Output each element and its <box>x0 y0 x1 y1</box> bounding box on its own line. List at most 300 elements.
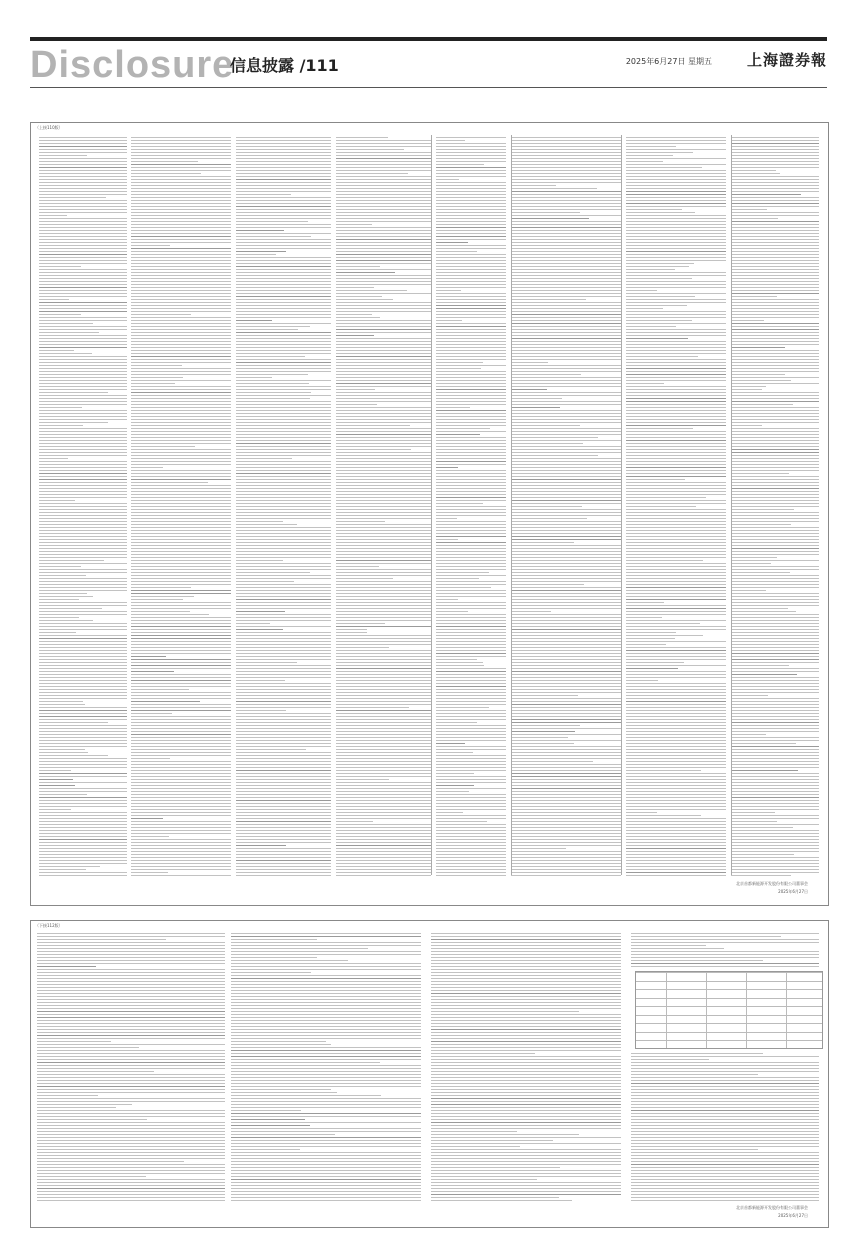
text-line <box>39 620 93 621</box>
text-line <box>436 536 506 537</box>
text-line <box>511 188 597 189</box>
text-line <box>511 467 621 468</box>
text-line <box>231 1077 421 1078</box>
text-line <box>511 251 621 252</box>
text-line <box>436 251 477 252</box>
text-line <box>37 1119 147 1120</box>
text-line <box>39 422 108 423</box>
text-line <box>236 326 310 327</box>
text-line <box>626 542 726 543</box>
text-line <box>436 425 506 426</box>
text-line <box>511 701 621 702</box>
text-line <box>511 596 621 597</box>
text-line <box>236 866 331 867</box>
text-line <box>431 945 621 946</box>
text-line <box>511 440 621 441</box>
text-line <box>511 809 621 810</box>
text-line <box>39 851 127 852</box>
text-line <box>131 203 231 204</box>
text-line <box>731 632 819 633</box>
text-line <box>436 194 506 195</box>
text-line <box>626 818 726 819</box>
text-line <box>231 933 421 934</box>
text-line <box>236 140 331 141</box>
text-line <box>336 641 431 642</box>
text-line <box>236 395 331 396</box>
text-line <box>39 650 127 651</box>
text-line <box>131 386 231 387</box>
text-line <box>39 809 71 810</box>
text-line <box>131 245 170 246</box>
text-line <box>37 1062 225 1063</box>
text-line <box>511 806 621 807</box>
text-line <box>236 635 331 636</box>
text-line <box>131 596 194 597</box>
text-line <box>336 800 431 801</box>
text-line <box>236 524 297 525</box>
text-line <box>631 1179 819 1180</box>
text-line <box>131 218 231 219</box>
text-line <box>131 854 231 855</box>
text-line <box>631 1194 819 1195</box>
text-line <box>626 146 676 147</box>
text-line <box>731 872 819 873</box>
text-line <box>731 656 819 657</box>
text-line <box>236 686 331 687</box>
text-line <box>436 344 506 345</box>
text-line <box>431 960 621 961</box>
text-line <box>731 683 819 684</box>
text-line <box>626 458 726 459</box>
text-line <box>511 623 621 624</box>
text-line <box>731 731 819 732</box>
text-line <box>236 215 331 216</box>
text-line <box>336 449 411 450</box>
text-line <box>236 203 331 204</box>
text-line <box>731 491 819 492</box>
text-line <box>131 728 231 729</box>
text-line <box>731 479 819 480</box>
text-line <box>236 698 331 699</box>
text-line <box>131 869 231 870</box>
text-line <box>731 614 819 615</box>
text-line <box>626 503 726 504</box>
text-line <box>626 617 662 618</box>
text-line <box>431 963 621 964</box>
text-line <box>336 275 431 276</box>
text-line <box>231 1095 381 1096</box>
text-line <box>236 350 331 351</box>
text-line <box>231 990 421 991</box>
text-line <box>431 1005 621 1006</box>
text-line <box>731 722 819 723</box>
text-line <box>336 695 431 696</box>
text-line <box>431 1035 621 1036</box>
text-line <box>436 821 487 822</box>
text-line <box>511 518 587 519</box>
text-line <box>731 653 819 654</box>
text-line <box>626 626 726 627</box>
text-line <box>511 413 621 414</box>
text-line <box>436 230 506 231</box>
text-line <box>511 383 621 384</box>
text-line <box>131 221 231 222</box>
text-line <box>131 404 231 405</box>
continued-label: （上接110版） <box>35 125 63 130</box>
text-line <box>436 440 506 441</box>
text-line <box>231 936 421 937</box>
text-line <box>626 644 666 645</box>
text-line <box>37 1089 225 1090</box>
text-line <box>336 869 431 870</box>
text-line <box>236 869 331 870</box>
text-line <box>39 383 127 384</box>
text-line <box>511 341 621 342</box>
text-line <box>231 1068 421 1069</box>
text-line <box>626 230 726 231</box>
text-line <box>431 1179 537 1180</box>
text-line <box>336 203 431 204</box>
text-line <box>131 425 231 426</box>
text-line <box>39 689 127 690</box>
text-line <box>511 500 621 501</box>
text-line <box>626 620 726 621</box>
text-line <box>731 275 819 276</box>
text-line <box>731 419 819 420</box>
text-line <box>511 602 621 603</box>
text-line <box>131 422 231 423</box>
text-line <box>131 581 231 582</box>
text-line <box>626 344 726 345</box>
text-line <box>39 839 127 840</box>
text-line <box>731 590 766 591</box>
text-line <box>131 512 231 513</box>
text-line <box>131 863 231 864</box>
text-line <box>236 305 331 306</box>
text-line <box>731 185 819 186</box>
text-line <box>731 701 819 702</box>
text-line <box>236 701 331 702</box>
text-line <box>236 458 292 459</box>
text-line <box>236 338 331 339</box>
text-line <box>436 215 506 216</box>
text-line <box>37 1131 225 1132</box>
text-line <box>731 287 819 288</box>
text-line <box>436 818 506 819</box>
text-line <box>131 809 231 810</box>
text-line <box>39 554 127 555</box>
text-line <box>431 987 621 988</box>
text-line <box>336 803 431 804</box>
text-line <box>731 674 797 675</box>
text-line <box>431 975 621 976</box>
text-line <box>511 566 621 567</box>
text-line <box>436 503 483 504</box>
text-line <box>436 383 506 384</box>
text-line <box>731 818 819 819</box>
text-line <box>631 948 724 949</box>
text-line <box>231 1032 421 1033</box>
text-line <box>131 671 174 672</box>
text-line <box>626 746 726 747</box>
text-line <box>37 1185 225 1186</box>
text-line <box>236 710 286 711</box>
text-line <box>511 485 621 486</box>
text-line <box>39 656 127 657</box>
text-line <box>37 948 225 949</box>
text-line <box>631 1134 819 1135</box>
text-line <box>631 1095 819 1096</box>
text-line <box>236 473 331 474</box>
text-line <box>511 827 621 828</box>
text-line <box>39 356 127 357</box>
text-line <box>731 401 819 402</box>
text-line <box>436 851 506 852</box>
text-line <box>731 302 819 303</box>
text-line <box>236 818 331 819</box>
text-line <box>336 731 431 732</box>
text-line <box>626 689 726 690</box>
text-line <box>336 164 431 165</box>
text-line <box>236 416 331 417</box>
text-line <box>131 428 231 429</box>
text-line <box>436 224 506 225</box>
text-line <box>236 197 331 198</box>
text-line <box>731 767 819 768</box>
text-line <box>431 1143 621 1144</box>
table-row-line <box>636 972 822 973</box>
text-line <box>731 812 775 813</box>
text-line <box>626 611 726 612</box>
text-line <box>731 527 819 528</box>
text-line <box>431 993 621 994</box>
text-line <box>436 794 506 795</box>
text-line <box>131 344 231 345</box>
text-line <box>37 1071 154 1072</box>
text-line <box>626 554 726 555</box>
text-line <box>436 755 506 756</box>
text-line <box>236 758 331 759</box>
text-line <box>236 512 331 513</box>
text-line <box>626 248 726 249</box>
text-line <box>431 1011 579 1012</box>
text-line <box>436 452 506 453</box>
text-line <box>731 374 785 375</box>
text-line <box>436 713 506 714</box>
text-line <box>231 1179 421 1180</box>
text-line <box>626 404 726 405</box>
text-line <box>436 716 506 717</box>
text-line <box>236 497 331 498</box>
text-line <box>131 611 190 612</box>
text-line <box>131 527 231 528</box>
text-line <box>236 722 331 723</box>
text-line <box>236 677 331 678</box>
text-line <box>236 284 331 285</box>
text-line <box>626 158 726 159</box>
text-line <box>236 194 291 195</box>
text-line <box>631 1200 819 1201</box>
text-line <box>511 767 621 768</box>
text-line <box>731 284 819 285</box>
text-line <box>336 722 431 723</box>
text-line <box>131 812 231 813</box>
text-line <box>626 839 726 840</box>
text-line <box>731 515 819 516</box>
text-line <box>39 398 127 399</box>
text-line <box>431 1065 621 1066</box>
text-line <box>731 239 819 240</box>
text-line <box>336 266 380 267</box>
text-line <box>231 1026 421 1027</box>
text-line <box>131 821 231 822</box>
text-line <box>336 617 431 618</box>
text-line <box>511 812 621 813</box>
text-line <box>631 1173 819 1174</box>
text-line <box>131 545 231 546</box>
text-line <box>236 299 331 300</box>
text-line <box>37 1077 225 1078</box>
text-line <box>511 425 580 426</box>
text-line <box>626 788 726 789</box>
text-line <box>37 975 225 976</box>
text-line <box>626 227 726 228</box>
text-line <box>236 863 331 864</box>
text-line <box>511 269 621 270</box>
text-line <box>731 233 819 234</box>
text-line <box>631 1083 819 1084</box>
text-line <box>436 248 506 249</box>
text-line <box>236 713 331 714</box>
text-line <box>731 362 819 363</box>
text-line <box>336 518 431 519</box>
text-line <box>236 146 331 147</box>
text-line <box>436 380 506 381</box>
text-line <box>131 572 231 573</box>
text-line <box>731 383 819 384</box>
text-line <box>436 788 506 789</box>
text-line <box>436 467 458 468</box>
text-line <box>37 1194 225 1195</box>
text-line <box>626 836 726 837</box>
text-line <box>431 1077 621 1078</box>
text-line <box>431 936 621 937</box>
text-line <box>731 617 819 618</box>
text-line <box>436 185 506 186</box>
text-line <box>39 320 127 321</box>
text-line <box>336 137 388 138</box>
text-line <box>37 954 225 955</box>
text-line <box>511 659 621 660</box>
text-line <box>511 320 621 321</box>
text-line <box>231 942 421 943</box>
text-line <box>626 842 726 843</box>
text-line <box>131 623 231 624</box>
text-line <box>236 536 331 537</box>
text-line <box>731 797 819 798</box>
text-line <box>336 287 374 288</box>
text-line <box>436 581 506 582</box>
text-line <box>431 1167 560 1168</box>
text-line <box>236 281 331 282</box>
text-line <box>39 461 127 462</box>
text-line <box>236 371 331 372</box>
text-line <box>431 1113 621 1114</box>
text-line <box>336 794 431 795</box>
text-line <box>626 311 726 312</box>
text-line <box>336 539 431 540</box>
text-line <box>336 587 431 588</box>
text-line <box>731 458 819 459</box>
text-line <box>231 987 421 988</box>
text-line <box>39 164 127 165</box>
text-line <box>236 851 331 852</box>
text-line <box>511 632 621 633</box>
text-line <box>236 833 331 834</box>
text-line <box>131 734 231 735</box>
text-line <box>236 542 331 543</box>
text-line <box>131 308 231 309</box>
text-line <box>436 320 462 321</box>
text-line <box>511 794 621 795</box>
text-line <box>626 536 726 537</box>
text-line <box>626 191 726 192</box>
text-line <box>436 362 483 363</box>
text-line <box>39 560 104 561</box>
text-line <box>37 1200 225 1201</box>
text-line <box>336 857 431 858</box>
text-line <box>131 689 189 690</box>
text-line <box>131 383 175 384</box>
table-rule <box>511 135 512 875</box>
text-line <box>39 434 127 435</box>
text-line <box>131 746 231 747</box>
text-line <box>436 305 506 306</box>
text-line <box>236 320 272 321</box>
text-line <box>131 563 231 564</box>
text-line <box>436 731 506 732</box>
text-line <box>236 428 331 429</box>
text-line <box>631 1074 758 1075</box>
text-line <box>39 791 127 792</box>
text-line <box>236 821 331 822</box>
text-line <box>37 1110 225 1111</box>
text-line <box>131 752 231 753</box>
text-line <box>626 347 726 348</box>
text-line <box>39 674 127 675</box>
text-line <box>236 740 331 741</box>
text-line <box>626 152 693 153</box>
text-line <box>626 341 726 342</box>
text-line <box>436 317 506 318</box>
text-line <box>336 146 431 147</box>
text-line <box>336 332 431 333</box>
text-line <box>236 761 331 762</box>
text-line <box>336 308 431 309</box>
text-line <box>236 200 331 201</box>
text-line <box>436 497 506 498</box>
text-line <box>626 155 673 156</box>
table-col-line <box>706 972 707 1048</box>
text-line <box>236 374 308 375</box>
text-line <box>511 419 621 420</box>
text-line <box>336 152 431 153</box>
text-line <box>731 161 819 162</box>
text-line <box>236 251 286 252</box>
text-line <box>336 710 431 711</box>
text-line <box>131 242 231 243</box>
text-line <box>731 299 819 300</box>
